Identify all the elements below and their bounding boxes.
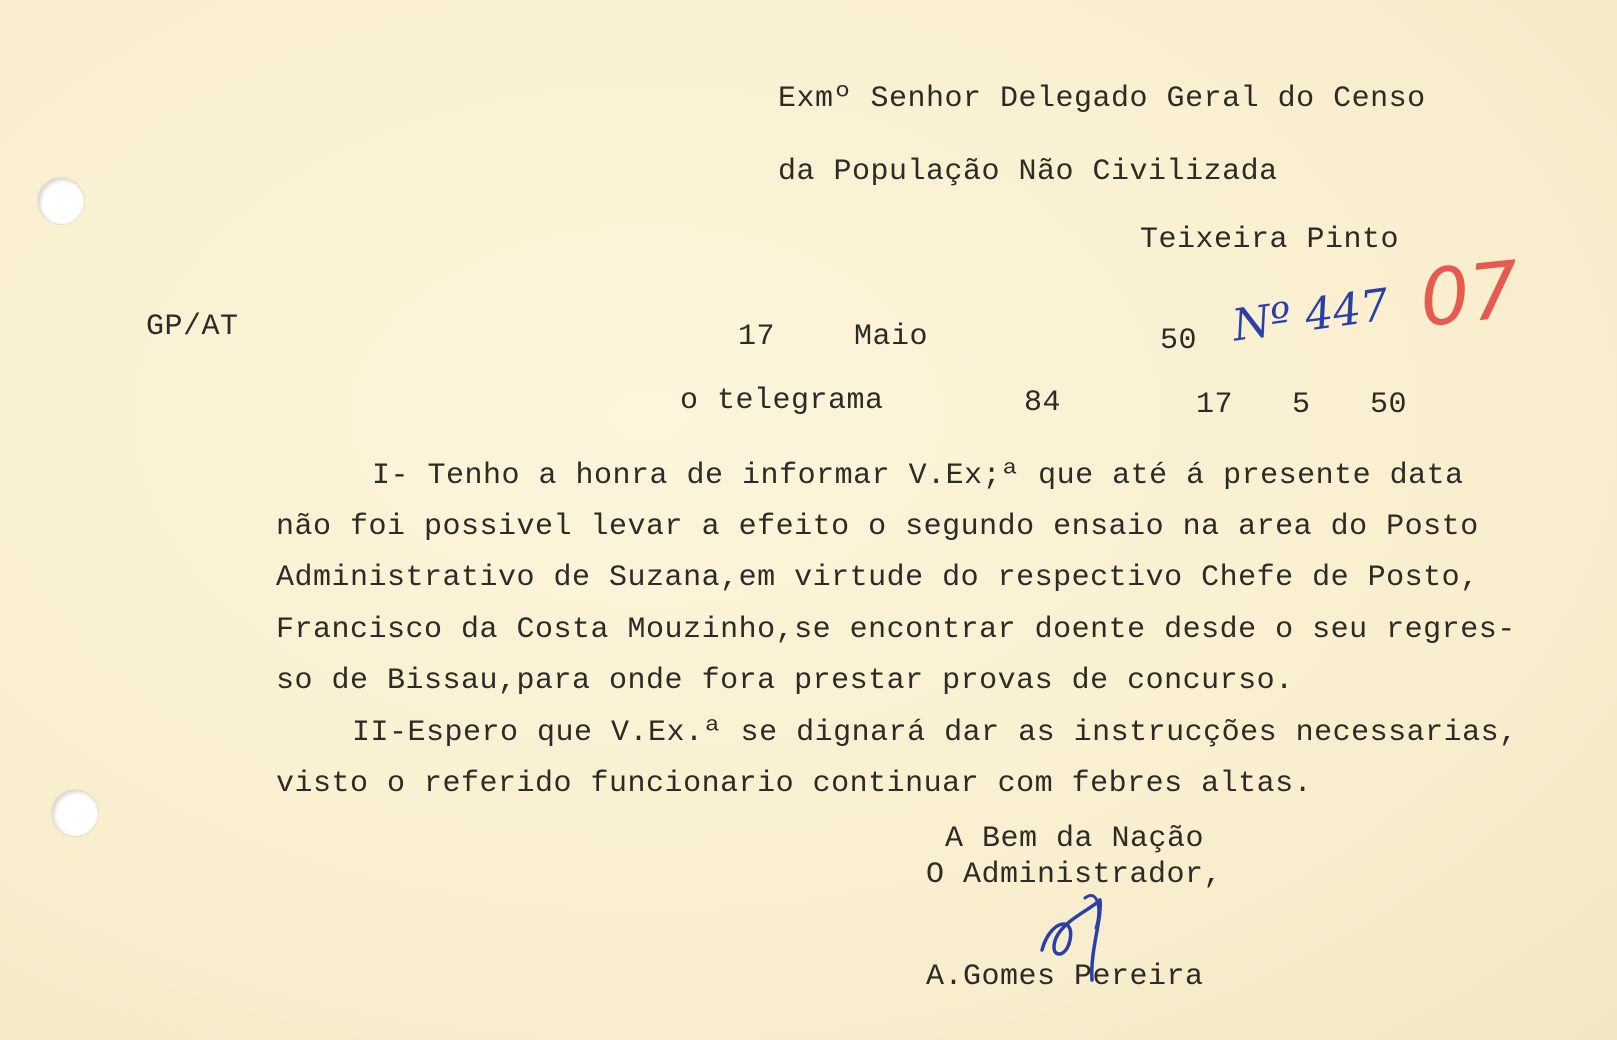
telegram-day: 17 xyxy=(1196,388,1234,422)
addressee-line-2: da População Não Civilizada xyxy=(778,155,1278,189)
date-year: 50 xyxy=(1160,324,1198,358)
handwritten-number: Nº 447 xyxy=(1229,279,1392,352)
telegram-label: o telegrama xyxy=(680,384,884,418)
reference-code: GP/AT xyxy=(146,310,239,344)
body-paragraph-1-line-2: não foi possivel levar a efeito o segundo ensaio na area do Posto xyxy=(276,510,1479,544)
closing-salutation: A Bem da Nação xyxy=(945,822,1205,856)
body-paragraph-2-line-2: visto o referido funcionario continuar com febres altas. xyxy=(276,767,1313,801)
red-stamp-number: 07 xyxy=(1415,245,1524,345)
telegram-month: 5 xyxy=(1292,388,1311,422)
punch-hole-bottom xyxy=(52,790,98,836)
body-paragraph-1-line-5: so de Bissau,para onde fora prestar provas de concurso. xyxy=(276,664,1294,698)
telegram-number: 84 xyxy=(1024,386,1062,420)
date-month: Maio xyxy=(854,320,929,354)
place-name: Teixeira Pinto xyxy=(1140,223,1400,257)
addressee-line-1: Exmº Senhor Delegado Geral do Censo xyxy=(778,82,1426,116)
punch-hole-top xyxy=(38,178,84,224)
telegram-year: 50 xyxy=(1370,388,1408,422)
body-paragraph-1-line-3: Administrativo de Suzana,em virtude do respectivo Chefe de Posto, xyxy=(276,561,1479,595)
body-paragraph-1-line-4: Francisco da Costa Mouzinho,se encontrar doente desde o seu regres- xyxy=(276,613,1516,647)
body-paragraph-1-line-1: I- Tenho a honra de informar V.Ex;ª que até á presente data xyxy=(372,459,1464,493)
closing-name: A.Gomes Pereira xyxy=(926,960,1204,994)
closing-title: O Administrador, xyxy=(926,858,1223,892)
body-paragraph-2-line-1: II-Espero que V.Ex.ª se dignará dar as instrucções necessarias, xyxy=(352,716,1518,750)
date-day: 17 xyxy=(738,320,776,354)
